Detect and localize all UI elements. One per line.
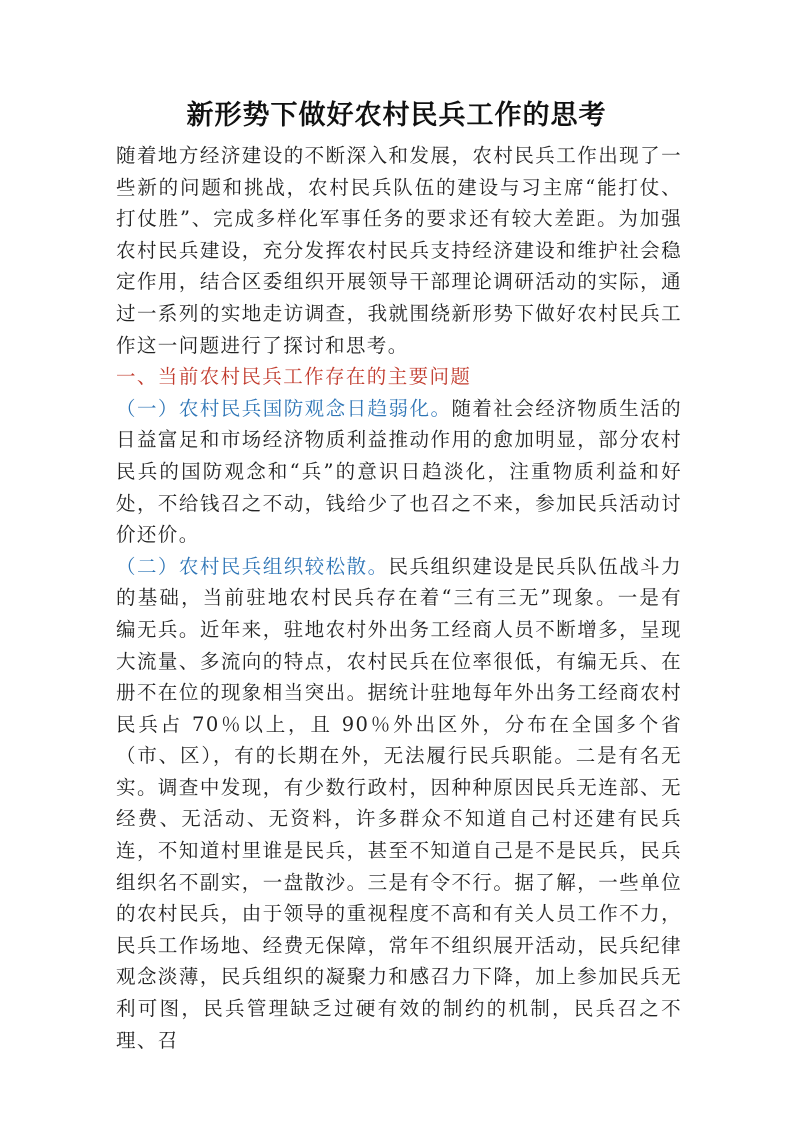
document-body: [116, 140, 682, 1056]
subsection-2-paragraph: [116, 551, 682, 1057]
subsection-1-paragraph: [116, 393, 682, 551]
subsection-1-text: 随着社会经济物质生活的日益富足和市场经济物质利益推动作用的愈加明显，部分农村民兵的国防观念和“兵”的意识日趋淡化，注重物质利益和好处，不给钱召之不动，钱给少了也召之不来，参加民兵活动讨价还价。: [116, 396, 683, 547]
subsection-2-text: 民兵组织建设是民兵队伍战斗力的基础，当前驻地农村民兵存在着“三有三无”现象。一是有编无兵。近年来，驻地农村外出务工经商人员不断增多，呈现大流量、多流向的特点，农村民兵在位率很低，有编无兵、在册不在位的现象相当突出。据统计驻地每年外出务工经商农村民兵占 70％以上，且 90％外出区外，分布在全国多个省（市、区），有的长期在外，无法履行民兵职能。二是有名无实。调查中发现，有少数行政村，因种种原因民兵无连部、无经费、无活动、无资料，许多群众不知道自己村还建有民兵连，不知道村里谁是民兵，甚至不知道自己是不是民兵，民兵组织名不副实，一盘散沙。三是有令不行。据了解，一些单位的农村民兵，由于领导的重视程度不高和有关人员工作不力，民兵工作场地、经费无保障，常年不组织展开活动，民兵纪律观念淡薄，民兵组织的凝聚力和感召力下降，加上参加民兵无利可图，民兵管理缺乏过硬有效的制约的机制，民兵召之不理、召: [116, 554, 682, 1052]
subsection-1-title: （一）农村民兵国防观念日趋弱化。: [116, 396, 452, 420]
intro-paragraph: 随着地方经济建设的不断深入和发展，农村民兵工作出现了一些新的问题和挑战，农村民兵队伍的建设与习主席“能打仗、打仗胜”、完成多样化军事任务的要求还有较大差距。为加强农村民兵建设，充分发挥农村民兵支持经济建设和维护社会稳定作用，结合区委组织开展领导干部理论调研活动的实际，通过一系列的实地走访调查，我就围绕新形势下做好农村民兵工作这一问题进行了探讨和思考。: [116, 144, 682, 357]
section-heading: 一、当前农村民兵工作存在的主要问题: [116, 365, 472, 389]
document-title: 新形势下做好农村民兵工作的思考: [186, 100, 607, 131]
subsection-2-title: （二）农村民兵组织较松散。: [116, 554, 389, 578]
